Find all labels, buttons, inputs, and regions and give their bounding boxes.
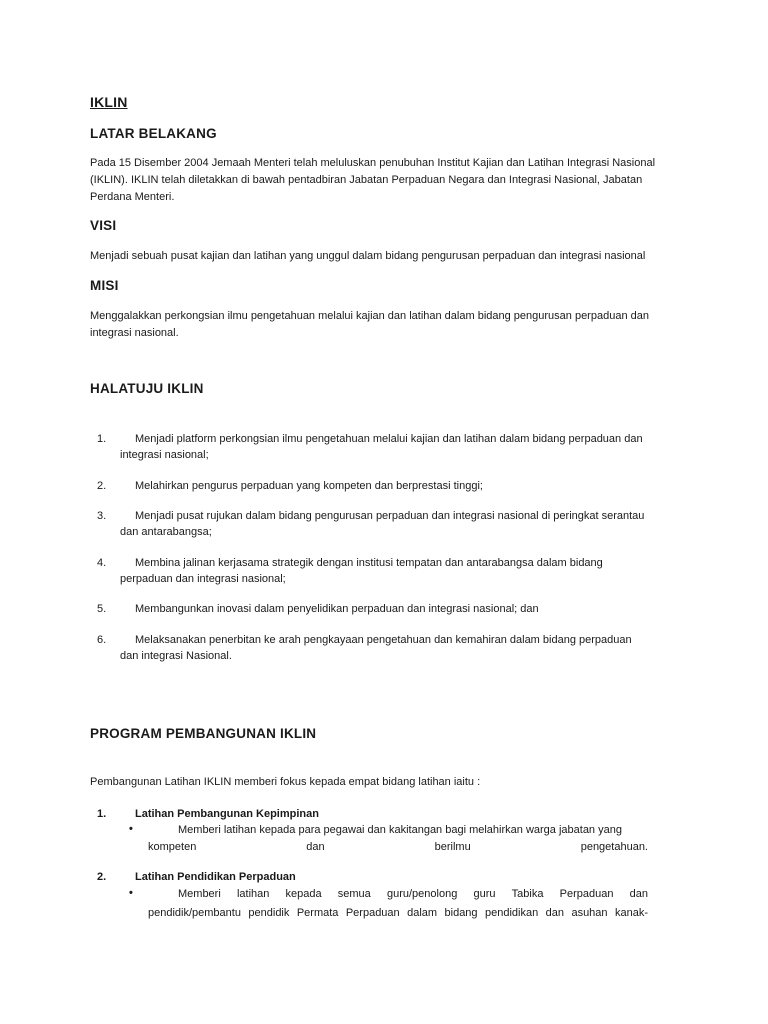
misi-heading: MISI [90,278,119,293]
word: dan [629,888,648,900]
item-line1: Melahirkan pengurus perpaduan yang kompeten dan berprestasi tinggi; [135,480,483,492]
document-title: IKLIN [90,94,128,110]
item-line1: Menjadi platform perkongsian ilmu pengetahuan melalui kajian dan latihan dalam bidang perpaduan dan [135,433,643,445]
item-line1: Membangunkan inovasi dalam penyelidikan perpaduan dan integrasi nasional; dan [135,603,539,615]
item-line2: integrasi nasional; [120,449,209,461]
latar-line: Perdana Menteri. [90,191,175,203]
visi-heading: VISI [90,218,117,233]
latar-heading: LATAR BELAKANG [90,126,217,141]
latar-line: (IKLIN). IKLIN telah diletakkan di bawah pentadbiran Jabatan Perpaduan Negara dan Integrasi Nasional, Jabatan [90,174,643,186]
misi-line: Menggalakkan perkongsian ilmu pengetahuan melalui kajian dan latihan dalam bidang pengurusan perpaduan dan [90,310,649,322]
program-item-line2 [148,839,648,856]
latar-line: Pada 15 Disember 2004 Jemaah Menteri telah meluluskan penubuhan Institut Kajian dan Latihan Integrasi Nasional [90,157,656,169]
word: berilmu [434,841,471,853]
word: latihan [236,888,270,900]
item-line2: dan antarabangsa; [120,526,212,538]
word: semua [337,888,371,900]
word: guru [473,888,496,900]
program-item-line2: pendidik/pembantu pendidik Permata Perpaduan dalam bidang pendidikan dan asuhan kanak- [148,907,648,919]
item-line2: dan integrasi Nasional. [120,650,232,662]
program-item-title: Latihan Pembangunan Kepimpinan [135,808,319,820]
word: Memberi [178,888,221,900]
word: Perpaduan [559,888,614,900]
program-item-line1: Memberi latihan kepada para pegawai dan kakitangan bagi melahirkan warga jabatan yang [178,824,622,836]
program-intro: Pembangunan Latihan IKLIN memberi fokus kepada empat bidang latihan iaitu : [90,776,481,788]
bullet-icon: • [129,823,133,835]
program-item-line1 [178,886,648,903]
word: kepada [285,888,322,900]
item-number: 1. [97,433,107,445]
word: kompeten [148,841,197,853]
halatuju-heading: HALATUJU IKLIN [90,381,204,396]
bullet-icon: • [129,887,133,899]
program-item-title: Latihan Pendidikan Perpaduan [135,871,296,883]
item-number: 6. [97,634,107,646]
item-number: 4. [97,557,107,569]
item-number: 3. [97,510,107,522]
word: pengetahuan. [580,841,648,853]
word: guru/penolong [386,888,458,900]
misi-line: integrasi nasional. [90,327,179,339]
item-line2: perpaduan dan integrasi nasional; [120,573,286,585]
word: Tabika [511,888,544,900]
item-line1: Melaksanakan penerbitan ke arah pengkayaan pengetahuan dan kemahiran dalam bidang perpaduan [135,634,632,646]
program-heading: PROGRAM PEMBANGUNAN IKLIN [90,726,317,741]
program-item-number: 2. [97,871,107,883]
latar-paragraph [90,155,680,206]
item-line1: Membina jalinan kerjasama strategik dengan institusi tempatan dan antarabangsa dalam bidang [135,557,603,569]
program-item-number: 1. [97,808,107,820]
item-number: 2. [97,480,107,492]
item-line1: Menjadi pusat rujukan dalam bidang pengurusan perpaduan dan integrasi nasional di peringkat serantau [135,510,645,522]
misi-paragraph [90,308,649,342]
word: dan [306,841,325,853]
item-number: 5. [97,603,107,615]
visi-text: Menjadi sebuah pusat kajian dan latihan yang unggul dalam bidang pengurusan perpaduan dan integrasi nasional [90,250,646,262]
